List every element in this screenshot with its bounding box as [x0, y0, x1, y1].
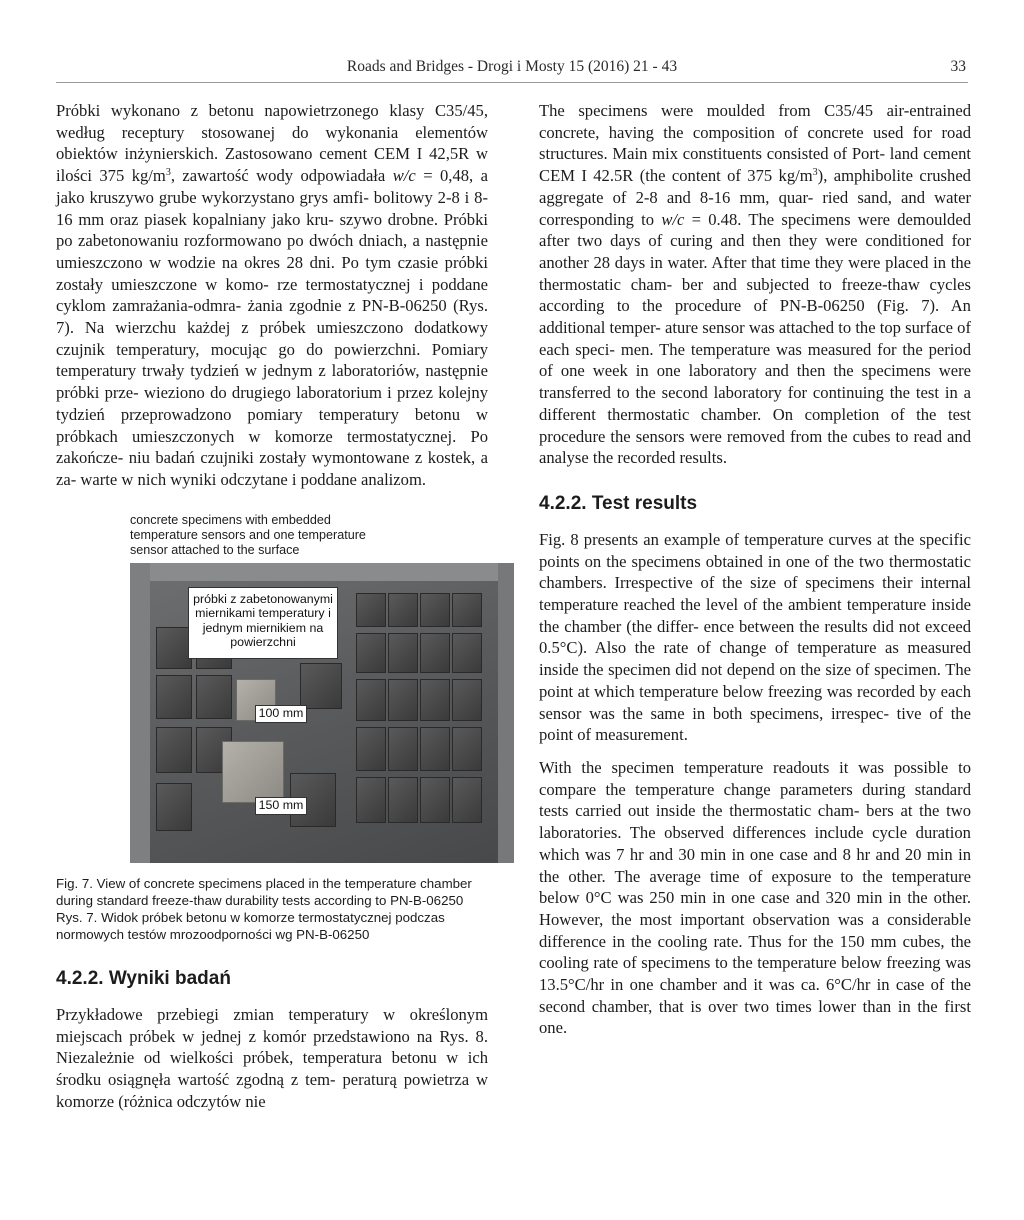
text-line: two thermostatic chambers. Irrespective of the size of	[539, 551, 972, 593]
text-line: transferred to the second laboratory for continuing the test	[539, 383, 939, 403]
paragraph-en-3	[539, 757, 971, 1039]
specimen-cube	[156, 627, 192, 669]
text-line: in a different thermostatic chamber. On completion of the	[539, 383, 972, 424]
text-line: to compare the temperature change parameters during	[539, 757, 971, 799]
text-line: z próbek umieszczono dodatkowy czujnik temperatury,	[56, 318, 488, 359]
text-line: road structures. Main mix constituents consisted of Port-	[539, 122, 972, 164]
text-line: ried sand, and water corresponding to	[539, 187, 971, 229]
text-line: the cooling rate. Thus for the 150 mm cubes, the cooling	[539, 931, 972, 973]
specimen-cube	[388, 633, 418, 673]
text-line: przeprowadzono pomiary temperatury betonu w próbkach	[56, 404, 488, 446]
text-line: ber and subjected to freeze-thaw cycles according to the	[539, 274, 971, 316]
text-line: obiektów inżynierskich. Zastosowano cement CEM I	[56, 144, 423, 164]
chamber-wall	[498, 563, 514, 863]
text-line: important observation was a considerable difference in	[539, 909, 971, 951]
figure-photo	[130, 563, 514, 863]
paragraph-en-1	[539, 100, 971, 469]
specimen-cube	[300, 663, 342, 709]
journal-title: Roads and Bridges - Drogi i Mosty 15 (2016) 21 - 43	[346, 58, 678, 75]
text-line: Przykładowe przebiegi zmian temperatury w określonym	[56, 1004, 488, 1024]
text-line: test procedure the sensors were removed from the cubes	[539, 404, 971, 446]
text-line: week in one laboratory and then the specimens were	[592, 361, 971, 381]
specimen-cube	[452, 633, 482, 673]
specimen-cube	[388, 777, 418, 823]
specimen-cube	[452, 777, 482, 823]
specimen-cube	[388, 593, 418, 627]
left-column	[56, 100, 488, 1112]
specimen-cube	[156, 675, 192, 719]
figure-caption-en: Fig. 7. View of concrete specimens placed in the temperature chamber during standard freeze-thaw durability tests according to PN-B-06250	[56, 875, 472, 908]
text-line: tydzień w jednym z laboratoriów, następnie próbki prze-	[56, 361, 488, 403]
figure-caption-pl: Rys. 7. Widok próbek betonu w komorze termostatycznej podczas normowych testów mrozoodporności wg PN-B-06250	[56, 909, 445, 942]
text-line: betonu w ich środku osiągnęła wartość zgodną z tem-	[56, 1048, 489, 1089]
text-line: wieziono do drugiego laboratorium i przez kolejny tydzień	[56, 383, 488, 424]
chamber-wall	[130, 563, 514, 581]
text-line: dwóch dniach, a następnie umieszczono w wodzie na okres	[56, 231, 489, 272]
text-line: szywo drobne. Próbki po zabetonowaniu rozformowano po	[56, 209, 488, 251]
specimen-cube	[452, 727, 482, 771]
text-line: Fig. 8 presents an example of temperature curves at the	[539, 529, 915, 549]
specimen-cube	[196, 675, 232, 719]
paragraph-pl-2	[56, 1004, 488, 1113]
chamber-wall	[130, 563, 150, 863]
text-line: mocując go do powierzchni. Pomiary temperatury trwały	[56, 339, 488, 381]
text-line: amphibolite crushed aggregate of 2-8 and 8-16 mm, quar-	[539, 166, 971, 207]
text-line: specimen did not depend on the size of specimen. The	[608, 660, 971, 680]
text-line: ),	[817, 166, 828, 186]
text-line: peraturą powietrza w komorze (różnica odczytów nie	[56, 1069, 488, 1111]
section-title-pl: 4.2.2. Wyniki badań	[56, 967, 231, 989]
text-line: by each sensor was the same in both specimens, irrespec-	[539, 681, 972, 723]
text-line: = 0,48, a jako kruszywo grube wykorzystano grys amfi-	[56, 166, 488, 207]
specimen-cube	[356, 679, 386, 721]
text-line: of exposure to the temperature below 0°C was 250 min	[539, 866, 972, 908]
text-line: rze termostatycznej i poddane cyklom zamrażania-odmra-	[56, 274, 488, 316]
figure-top-caption: concrete specimens with embedded temperature sensors and one temperature sensor attached to the surface	[130, 512, 366, 558]
text-line: the ambient temperature inside the chamber (the differ-	[539, 595, 971, 636]
text-line: case and 8 hr and 20 min in the other. The average time	[539, 844, 972, 886]
text-line: niu badań czujniki zostały wymontowane z kostek, a za-	[56, 448, 488, 489]
text-line: specimens were demoulded after two days of curing and	[539, 209, 971, 251]
italic-term: w/c	[392, 166, 416, 186]
label-100mm: 100 mm	[255, 705, 307, 723]
specimen-cube	[356, 633, 386, 673]
text-line: include cycle duration which was 7 hr and 30 min in one	[539, 823, 971, 864]
specimen-cube	[420, 633, 450, 673]
text-line: 42,5R w ilości 375 kg/m	[56, 144, 488, 186]
text-line: 13.5°C/hr in one chamber and it was ca. 6°C/hr in case of	[539, 975, 945, 995]
text-line: standard tests carried out inside the thermostatic cham-	[539, 779, 971, 821]
superscript: 3	[165, 167, 171, 179]
text-line: point at which temperature below freezing was recorded	[539, 681, 916, 701]
specimen-cube-150mm	[222, 741, 284, 803]
text-line: 28 dni. Po tym czasie próbki zostały umieszczone w komo-	[56, 252, 488, 294]
text-line: ence between the results did not exceed 0.5°C). Also the	[539, 616, 971, 658]
text-line: miejscach próbek w jednej z komór przedstawiono na	[56, 1026, 433, 1046]
text-line: rate of specimens to the temperature below freezing was	[593, 953, 971, 973]
specimen-cube	[452, 679, 482, 721]
text-line: With the specimen temperature readouts it was possible	[539, 757, 949, 777]
text-line: After that time they were placed in the thermostatic cham-	[539, 252, 972, 294]
specimen-cube	[388, 679, 418, 721]
text-line: warte w nich wyniki odczytane i poddane analizom.	[80, 469, 427, 489]
superscript: 3	[812, 167, 818, 179]
specimen-cube	[356, 727, 386, 771]
specimen-cube	[156, 727, 192, 773]
text-line: = 0.48. The	[684, 209, 775, 229]
text-line: , zawartość wody odpowiadała	[170, 166, 386, 186]
paragraph-pl-1	[56, 100, 488, 491]
specimen-cube	[420, 679, 450, 721]
text-line: The specimens were moulded from C35/45 air-entrained	[539, 101, 971, 120]
text-line: the second chamber, that is over two times lower than in	[539, 975, 971, 1016]
paragraph-en-2	[539, 529, 971, 746]
italic-term: w/c	[661, 209, 685, 229]
text-line: Rys. 8. Niezależnie od wielkości próbek, temperatura	[56, 1026, 489, 1068]
page-number: 33	[950, 58, 966, 75]
text-line: men. The temperature was measured for the period of one	[539, 339, 971, 381]
specimen-cube	[356, 777, 386, 823]
page-header	[56, 58, 968, 83]
text-line: then they were conditioned for another 28 days in water.	[539, 231, 971, 272]
specimen-cube	[452, 593, 482, 627]
text-line: the first one.	[539, 996, 971, 1038]
text-line: in one case and 320 min in the other. However, the most	[539, 888, 971, 929]
text-line: według receptury stosowanej do wykonania elementów	[56, 122, 488, 142]
text-line: Próbki wykonano z betonu napowietrzonego klasy C35/45,	[56, 101, 488, 120]
specimen-cube	[420, 777, 450, 823]
specimen-cube	[420, 593, 450, 627]
text-line: specimens their internal temperature reached the level of	[539, 573, 971, 615]
specimen-cube	[388, 727, 418, 771]
text-line: ature sensor was attached to the top surface of each speci-	[539, 318, 971, 359]
text-line: specific points on the specimens obtained in one of the	[539, 529, 971, 571]
text-line: rate of change of temperature as measured inside the	[539, 638, 971, 680]
text-line: bers at the two laboratories. The observed differences	[539, 801, 972, 843]
text-line: tive of the point of measurement.	[539, 703, 971, 745]
section-title-en: 4.2.2. Test results	[539, 492, 698, 514]
right-column	[539, 100, 971, 1039]
specimen-cube	[420, 727, 450, 771]
text-line: bolitowy 2-8 i 8-16 mm oraz piasek kopalniany jako kru-	[56, 187, 489, 229]
callout-polish: próbki z zabetonowanymi miernikami temperatury i jednym miernikiem na powierzchni	[188, 587, 338, 659]
text-line: procedure of PN-B-06250 (Fig. 7). An additional temper-	[539, 296, 971, 338]
text-line: concrete, having the composition of concrete used for	[539, 122, 933, 142]
text-line: land cement CEM I 42.5R (the content of 375 kg/m	[539, 144, 971, 186]
label-150mm: 150 mm	[255, 797, 307, 815]
specimen-cube	[356, 593, 386, 627]
specimen-cube	[156, 783, 192, 831]
text-line: to read and analyse the recorded results.	[539, 426, 972, 468]
text-line: żania zgodnie z PN-B-06250 (Rys. 7). Na wierzchu każdej	[56, 296, 488, 338]
text-line: umieszczonych w komorze termostatycznej. Po zakończe-	[56, 426, 489, 468]
